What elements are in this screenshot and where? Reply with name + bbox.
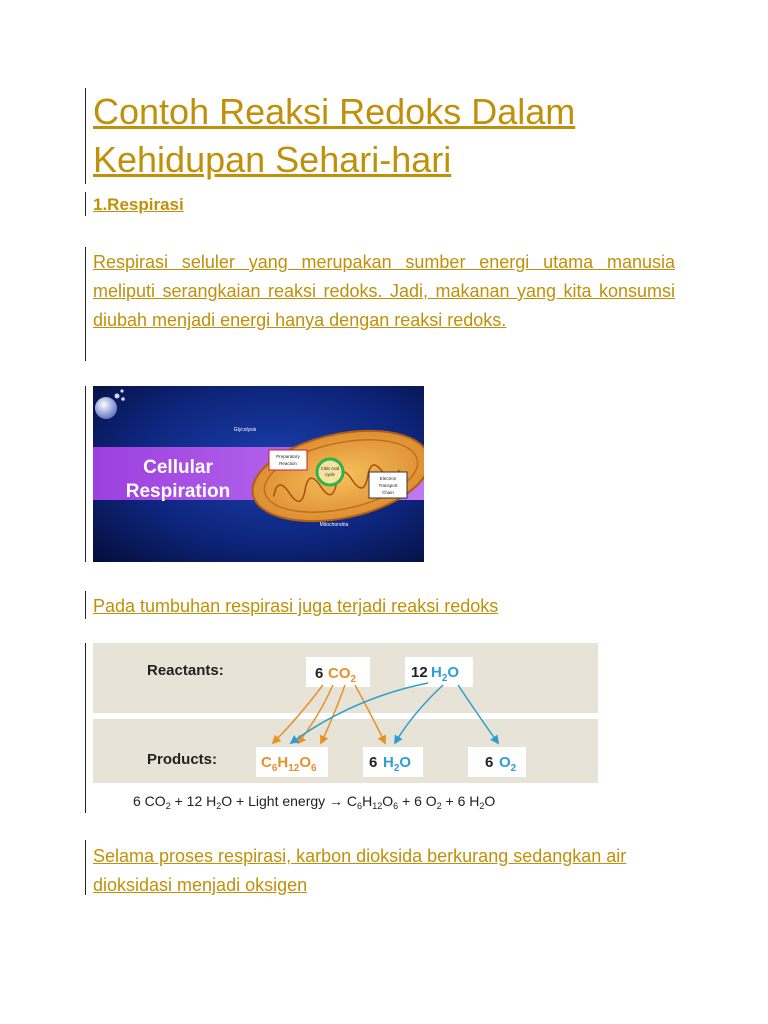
citric-label-1: Citric Acid bbox=[320, 466, 340, 471]
etc-label-3: Chain bbox=[382, 490, 394, 495]
etc-label-2: Transport bbox=[378, 483, 398, 488]
mitochondria-label: Mitochondria bbox=[319, 522, 349, 528]
h2o-prod-coef: 6 bbox=[369, 754, 378, 771]
cellular-respiration-image bbox=[93, 386, 424, 562]
preparatory-label-1: Preparatory bbox=[276, 454, 300, 459]
glucose-formula: $C_6H_{12}O_6$ bbox=[261, 754, 317, 774]
co2-formula: $CO_2$ bbox=[328, 665, 357, 685]
paragraph-respiration[interactable]: Respirasi seluler yang merupakan sumber energi utama manusia meliputi serangkaian reaksi redoks. Jadi, makanan yang kita konsumsi diubah menjadi energi hanya dengan reaksi redoks. bbox=[93, 252, 675, 330]
margin-rule-paragraph-2 bbox=[85, 591, 86, 619]
h2o-prod-formula: $H_2O$ bbox=[383, 754, 412, 774]
paragraph-plants[interactable]: Pada tumbuhan respirasi juga terjadi reaksi redoks bbox=[93, 596, 499, 616]
paragraph-oxidation[interactable]: Selama proses respirasi, karbon dioksida berkurang sedangkan air dioksidasi menjadi oksigen bbox=[93, 846, 627, 895]
o2-formula: $O_2$ bbox=[499, 754, 517, 774]
banner-line-1: Cellular bbox=[143, 457, 213, 478]
overall-equation: 6 $CO_2 + 12$ $H_2O$ + Light energy → $C_6H_{12}O_6 + 6$ $O_2 + 6$ $H_2O$ bbox=[133, 793, 496, 811]
h2o-formula: $H_2O$ bbox=[431, 664, 460, 684]
glycolysis-label: Glycolysis bbox=[233, 427, 257, 433]
preparatory-label-2: Reaction bbox=[279, 461, 297, 466]
banner-line-2: Respiration bbox=[125, 481, 231, 502]
products-label: Products: bbox=[147, 751, 218, 768]
margin-rule-image-1 bbox=[85, 386, 86, 562]
margin-rule-paragraph-1 bbox=[85, 247, 86, 361]
margin-rule-subhead bbox=[85, 192, 86, 216]
reaction-diagram-image bbox=[93, 643, 598, 813]
page-title[interactable]: Contoh Reaksi Redoks Dalam Kehidupan Sehari-hari bbox=[93, 91, 576, 180]
section-heading[interactable]: 1.Respirasi bbox=[93, 195, 184, 214]
etc-label-1: Electron bbox=[379, 476, 397, 481]
o2-coef: 6 bbox=[485, 754, 494, 771]
h2o-coef: 12 bbox=[411, 664, 428, 681]
margin-rule-image-2 bbox=[85, 643, 86, 813]
margin-rule-title bbox=[85, 88, 86, 184]
citric-label-2: cycle bbox=[325, 472, 335, 477]
margin-rule-paragraph-3 bbox=[85, 840, 86, 895]
co2-coef: 6 bbox=[315, 665, 324, 682]
reactants-label: Reactants: bbox=[147, 662, 224, 679]
